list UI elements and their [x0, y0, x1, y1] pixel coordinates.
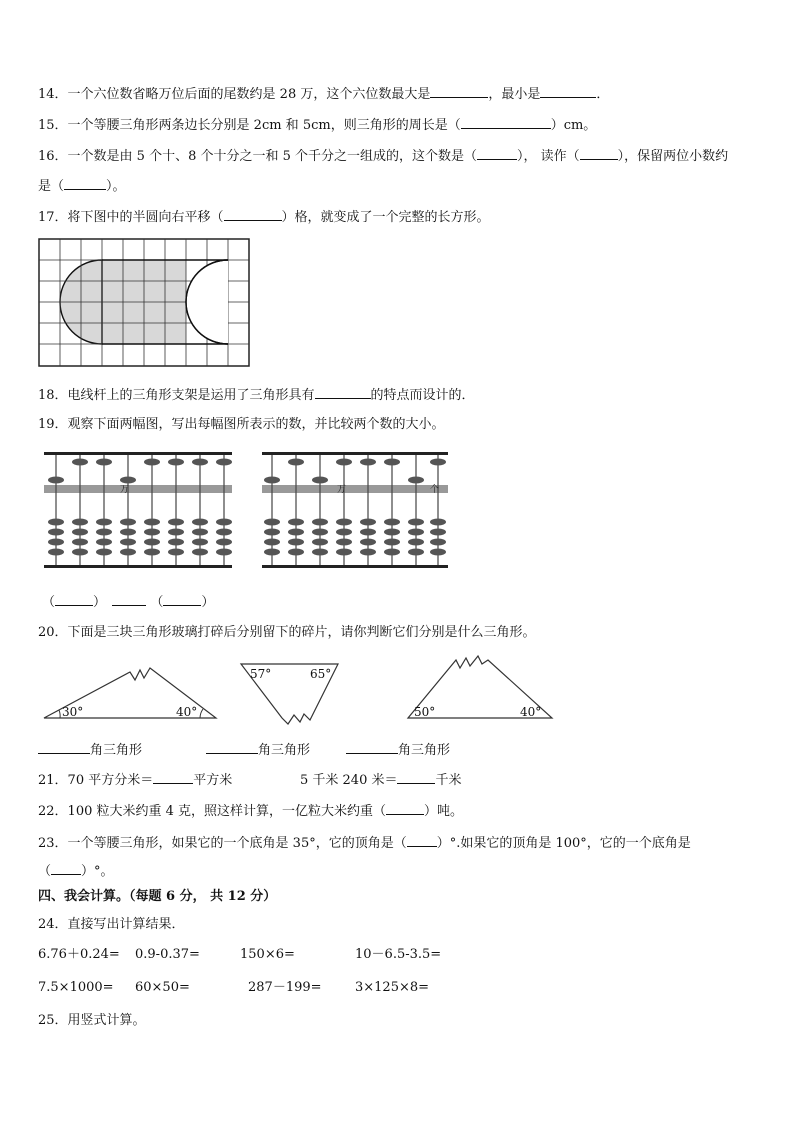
compare-blank[interactable]	[112, 592, 146, 606]
answer-blank[interactable]	[55, 592, 93, 606]
right-semicircle-cut	[186, 260, 228, 344]
answer-blank[interactable]	[430, 84, 488, 98]
triangle-fragment-3	[404, 652, 560, 722]
answer-blank[interactable]	[163, 592, 201, 606]
abacus-mark-wan: 万	[337, 485, 347, 495]
abacus-mark-wan: 万	[120, 485, 130, 495]
triangle-fragment-1	[40, 658, 220, 724]
answer-blank[interactable]	[461, 115, 551, 129]
question-20-answer-1: 角三角形	[38, 740, 142, 760]
question-18: 18．电线杆上的三角形支架是运用了三角形具有 的特点而设计的．	[38, 385, 475, 405]
question-20-answer-3: 角三角形	[346, 740, 450, 760]
answer-blank[interactable]	[224, 207, 282, 221]
question-19: 19．观察下面两幅图，写出每幅图所表示的数，并比较两个数的大小。	[38, 417, 445, 432]
angle-label: 40°	[176, 705, 198, 719]
question-22: 22．100 粒大米约重 4 克，照这样计算，一亿粒大米约重（ ）吨。	[38, 801, 463, 821]
calc-item: 287－199=	[248, 980, 322, 995]
calc-item: 3×125×8=	[355, 980, 430, 995]
question-25-label: 25．用竖式计算。	[38, 1013, 146, 1028]
answer-blank[interactable]	[580, 146, 618, 160]
answer-blank[interactable]	[206, 740, 258, 754]
angle-label: 65°	[310, 667, 332, 681]
question-14: 14．一个六位数省略万位后面的尾数约是 28 万，这个六位数最大是 ，最小是 ．	[38, 84, 609, 104]
calc-item: 7.5×1000=	[38, 980, 114, 995]
angle-label: 40°	[520, 705, 542, 719]
section-4-title: 四、我会计算。（每题 6 分， 共 12 分）	[38, 889, 277, 904]
answer-blank[interactable]	[51, 861, 81, 875]
abacus-right	[262, 452, 452, 570]
calc-item: 10－6.5-3.5=	[355, 947, 442, 962]
question-19-answers: （ ） （ ）	[42, 592, 214, 612]
calc-item: 6.76＋0.24=	[38, 947, 120, 962]
answer-blank[interactable]	[540, 84, 596, 98]
answer-blank[interactable]	[64, 176, 106, 190]
abacus-mark-ge: 个	[430, 485, 440, 495]
calc-item: 0.9-0.37=	[135, 947, 200, 962]
answer-blank[interactable]	[397, 770, 435, 784]
answer-blank[interactable]	[315, 385, 371, 399]
abacus-left	[44, 452, 234, 570]
answer-blank[interactable]	[153, 770, 193, 784]
question-23-line2: （ ）°。	[38, 861, 114, 881]
question-20-answer-2: 角三角形	[206, 740, 310, 760]
answer-blank[interactable]	[346, 740, 398, 754]
question-15: 15．一个等腰三角形两条边长分别是 2cm 和 5cm，则三角形的周长是（ ）cm。	[38, 115, 596, 135]
question-21: 21．70 平方分米＝ 平方米	[38, 770, 232, 790]
grid-figure	[38, 238, 252, 369]
question-21b: 5 千米 240 米＝ 千米	[300, 770, 462, 790]
answer-blank[interactable]	[407, 833, 437, 847]
question-23: 23．一个等腰三角形，如果它的一个底角是 35°，它的顶角是（ ）°.如果它的顶角是 100°，它的一个底角是	[38, 833, 691, 853]
answer-blank[interactable]	[38, 740, 90, 754]
calc-item: 60×50=	[135, 980, 190, 995]
calc-item: 150×6=	[240, 947, 295, 962]
answer-blank[interactable]	[477, 146, 517, 160]
question-16-line2: 是（ ）。	[38, 176, 126, 196]
answer-blank[interactable]	[386, 801, 424, 815]
question-20: 20．下面是三块三角形玻璃打碎后分别留下的碎片，请你判断它们分别是什么三角形。	[38, 625, 536, 640]
question-16: 16．一个数是由 5 个十、8 个十分之一和 5 个千分之一组成的，这个数是（ ）， 读作（ ），保留两位小数约	[38, 146, 728, 166]
triangle-fragment-2	[238, 660, 342, 728]
angle-label: 57°	[250, 667, 272, 681]
angle-label: 50°	[414, 705, 436, 719]
angle-label: 30°	[62, 705, 84, 719]
question-24-label: 24．直接写出计算结果．	[38, 917, 185, 932]
question-17: 17．将下图中的半圆向右平移（ ）格，就变成了一个完整的长方形。	[38, 207, 490, 227]
